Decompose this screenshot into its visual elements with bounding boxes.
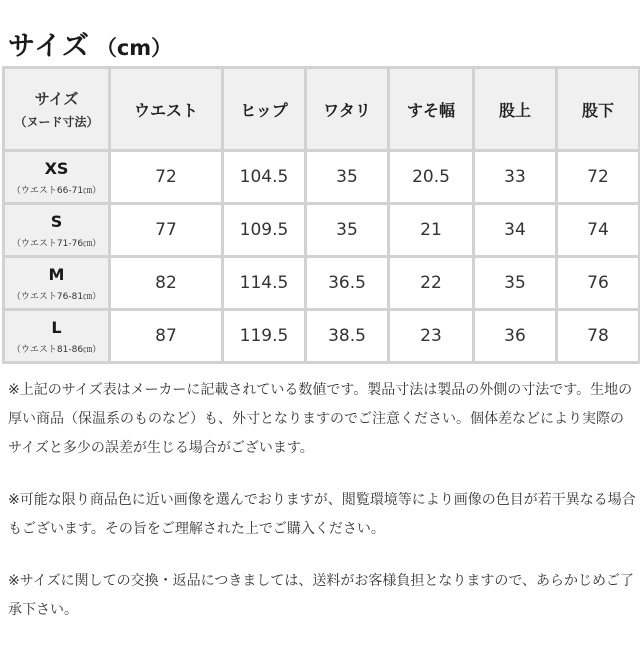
size-name: L — [51, 317, 62, 337]
value-cell: 20.5 — [389, 151, 474, 204]
note-color: ※可能な限り商品色に近い画像を選んでおりますが、閲覧環境等により画像の色目が若干異なる場合もございます。その旨をご理解された上でご購入ください。 — [8, 492, 636, 537]
value-cell: 35 — [306, 151, 389, 204]
value-cell: 104.5 — [223, 151, 306, 204]
value-cell: 36.5 — [306, 257, 389, 310]
value-cell: 119.5 — [223, 310, 306, 363]
table-row — [4, 151, 640, 204]
value-cell: 33 — [474, 151, 557, 204]
note-returns: ※サイズに関しての交換・返品につきましては、送料がお客様負担となりますので、あらかじめご了承下さい。 — [8, 573, 635, 618]
value-cell: 35 — [474, 257, 557, 310]
size-name: M — [48, 264, 65, 284]
value-cell: 87 — [110, 310, 223, 363]
value-cell: 22 — [389, 257, 474, 310]
value-cell: 82 — [110, 257, 223, 310]
corner-header — [4, 68, 110, 151]
value-cell: 77 — [110, 204, 223, 257]
corner-label: サイズ — [34, 90, 79, 108]
size-note: （ウエスト76-81㎝） — [11, 291, 102, 302]
page-title — [8, 24, 172, 60]
size-note: （ウエスト66-71㎝） — [11, 185, 102, 196]
note-measurement: ※上記のサイズ表はメーカーに記載されている数値です。製品寸法は製品の外側の寸法です。生地の厚い商品（保温系のものなど）も、外寸となりますのでご注意ください。個体差などにより実際のサイズと多少の誤差が生じる場合がございます。 — [8, 382, 633, 456]
table-row — [4, 310, 640, 363]
size-label-cell — [4, 310, 110, 363]
size-label-cell — [4, 151, 110, 204]
header-row — [4, 68, 640, 151]
value-cell: 76 — [557, 257, 640, 310]
column-header-inseam: 股下 — [557, 68, 640, 151]
column-header-hem-width: すそ幅 — [389, 68, 474, 151]
value-cell: 34 — [474, 204, 557, 257]
value-cell: 72 — [110, 151, 223, 204]
table-row — [4, 257, 640, 310]
value-cell: 78 — [557, 310, 640, 363]
value-cell: 38.5 — [306, 310, 389, 363]
title-text: サイズ — [8, 31, 90, 62]
corner-sublabel: （ヌード寸法） — [14, 115, 99, 129]
value-cell: 74 — [557, 204, 640, 257]
size-name: XS — [44, 158, 69, 178]
value-cell: 35 — [306, 204, 389, 257]
size-label-cell — [4, 204, 110, 257]
value-cell: 114.5 — [223, 257, 306, 310]
value-cell: 109.5 — [223, 204, 306, 257]
notes-section — [8, 376, 636, 625]
size-note: （ウエスト81-86㎝） — [11, 344, 102, 355]
column-header-hip: ヒップ — [223, 68, 306, 151]
column-header-rise: 股上 — [474, 68, 557, 151]
column-header-thigh: ワタリ — [306, 68, 389, 151]
size-label-cell — [4, 257, 110, 310]
value-cell: 23 — [389, 310, 474, 363]
size-note: （ウエスト71-76㎝） — [11, 238, 102, 249]
size-name: S — [50, 211, 63, 231]
table-row — [4, 204, 640, 257]
title-unit: （cm） — [95, 36, 173, 60]
size-table — [2, 66, 640, 364]
value-cell: 72 — [557, 151, 640, 204]
value-cell: 36 — [474, 310, 557, 363]
value-cell: 21 — [389, 204, 474, 257]
column-header-waist: ウエスト — [110, 68, 223, 151]
